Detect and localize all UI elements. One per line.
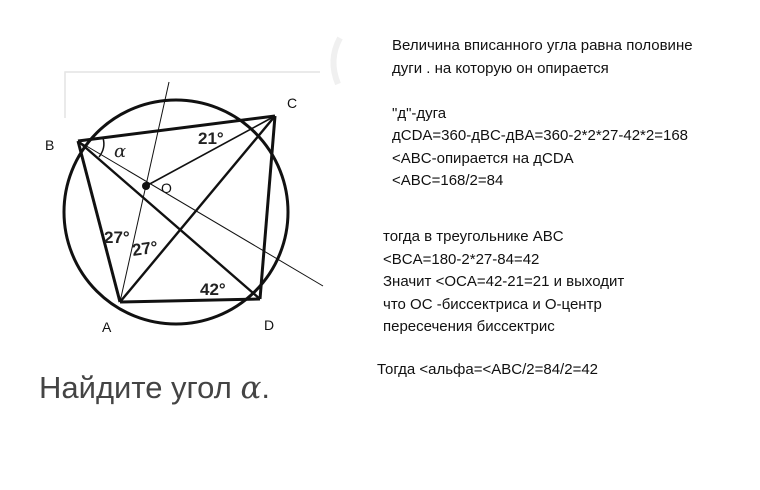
segment-co: [146, 116, 275, 186]
solution-line: <ABC=168/2=84: [392, 172, 504, 189]
solution-line: <BCA=180-2*27-84=42: [383, 250, 540, 268]
angle-label-abd-upper: 27°: [104, 228, 130, 247]
diagonal-bd: [78, 141, 260, 299]
solution-line: "д"-дуга: [392, 104, 447, 122]
vertex-label-d: D: [264, 317, 275, 333]
side-bc: [78, 116, 275, 141]
side-ad: [120, 299, 260, 302]
solution-line: пересечения биссектрис: [383, 318, 555, 335]
solution-block-arc: [392, 35, 693, 193]
side-cd: [260, 116, 275, 299]
question-alpha-symbol: α: [240, 370, 262, 406]
angle-label-acd: 21°: [198, 129, 224, 148]
alpha-label: α: [114, 141, 127, 162]
solution-line: <ABC-опирается на дCDA: [392, 149, 574, 167]
angle-label-abd-lower: 27°: [130, 237, 160, 260]
solution-line: [392, 80, 693, 103]
solution-line: Величина вписанного угла равна половине: [392, 37, 693, 54]
vertex-label-o: O: [161, 180, 172, 196]
question-label: Найдите угол: [39, 370, 241, 405]
frame-corner: [65, 72, 320, 118]
solution-conclusion: Тогда <альфа=<ABC/2=84/2=42: [377, 361, 599, 378]
question-text: [39, 370, 270, 406]
solution-line: что OC -биссектриса и O-центр: [383, 295, 602, 313]
line-bisector-b: [78, 141, 323, 286]
solution-line: дуги . на которую он опирается: [392, 59, 609, 77]
vertex-label-b: B: [45, 137, 55, 153]
solution-block-triangle: [383, 226, 624, 339]
angle-label-adb: 42°: [200, 280, 226, 299]
vertex-label-c: C: [287, 95, 298, 111]
question-period: .: [261, 370, 271, 405]
vertex-label-a: A: [102, 319, 112, 335]
faint-arc: [333, 38, 340, 84]
solution-line: Значит <OCA=42-21=21 и выходит: [383, 273, 625, 290]
center-point-o: [142, 182, 150, 190]
solution-line: тогда в треугольнике ABC: [383, 228, 564, 245]
solution-line: дCDA=360-дBC-дBA=360-2*2*27-42*2=168: [392, 127, 689, 144]
